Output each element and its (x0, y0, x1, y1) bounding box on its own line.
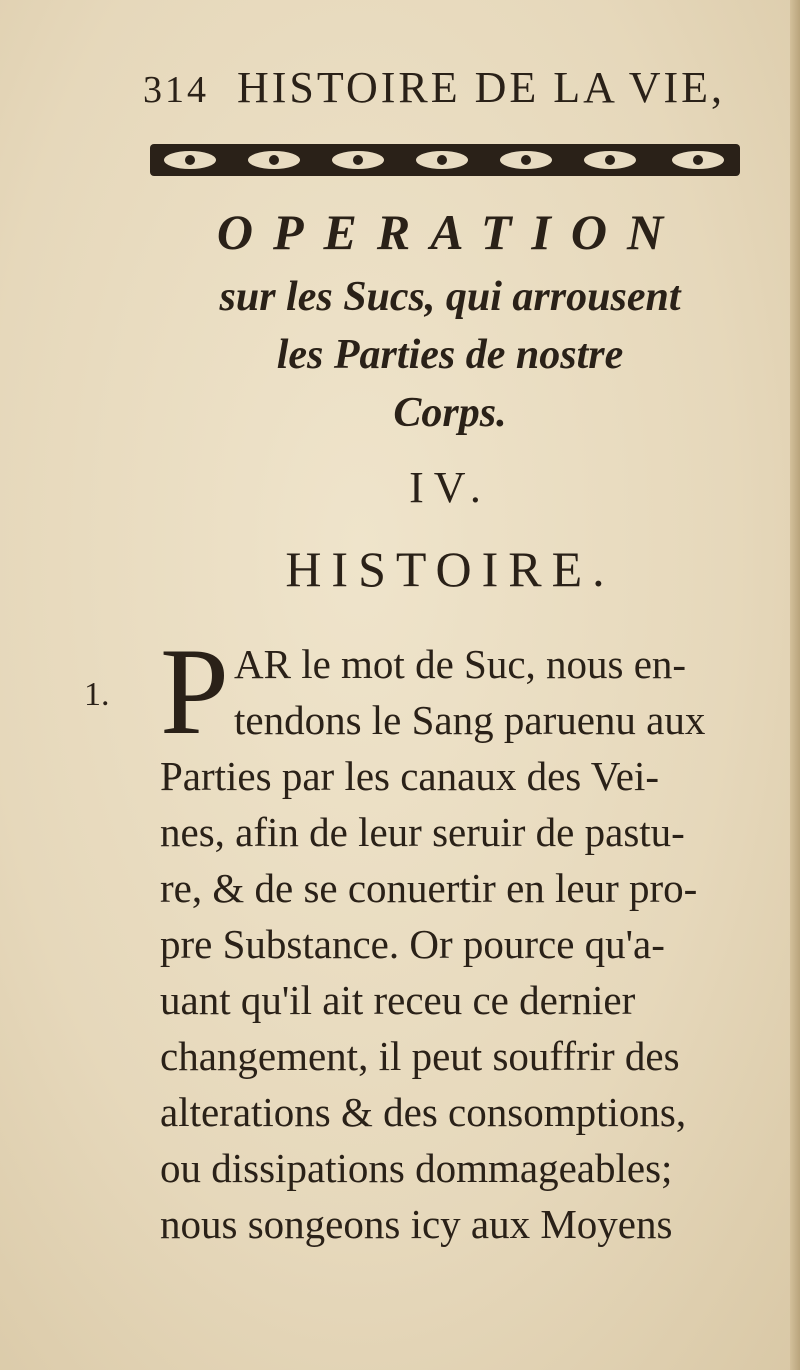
section-number: IV. (409, 463, 491, 512)
title-line: sur les Sucs, qui arrousent (219, 274, 681, 320)
text-line: alterations & des consomptions, (160, 1089, 687, 1135)
title-line: Corps. (393, 390, 507, 436)
text-line: changement, il peut souffrir des (160, 1033, 680, 1079)
section-heading: HISTOIRE. (285, 541, 615, 597)
text-line: re, & de se conuertir en leur pro- (160, 865, 698, 911)
page-edge (790, 0, 800, 1370)
text-line: nes, afin de leur seruir de pastu- (160, 809, 685, 855)
text-line: nous songeons icy aux Moyens (160, 1201, 673, 1247)
text-line: pre Substance. Or pource qu'a- (160, 921, 665, 967)
title-line: les Parties de nostre (276, 332, 624, 378)
page-number: 314 (143, 69, 209, 111)
text-line: ou dissipations dommageables; (160, 1145, 673, 1191)
text-line: tendons le Sang paruenu aux (234, 697, 706, 743)
margin-note: 1. (84, 676, 110, 713)
text-line: Parties par les canaux des Vei- (160, 753, 660, 799)
drop-cap: P (160, 623, 229, 760)
ornamental-band-icon (150, 138, 740, 182)
running-head (143, 62, 726, 122)
paragraph (160, 636, 740, 1252)
text-line: AR le mot de Suc, nous en- (234, 641, 687, 687)
running-title: HISTOIRE DE LA VIE, (237, 63, 726, 112)
text-line: uant qu'il ait receu ce dernier (160, 977, 636, 1023)
title-main: OPERATION (216, 204, 684, 260)
chapter-title (150, 200, 750, 442)
